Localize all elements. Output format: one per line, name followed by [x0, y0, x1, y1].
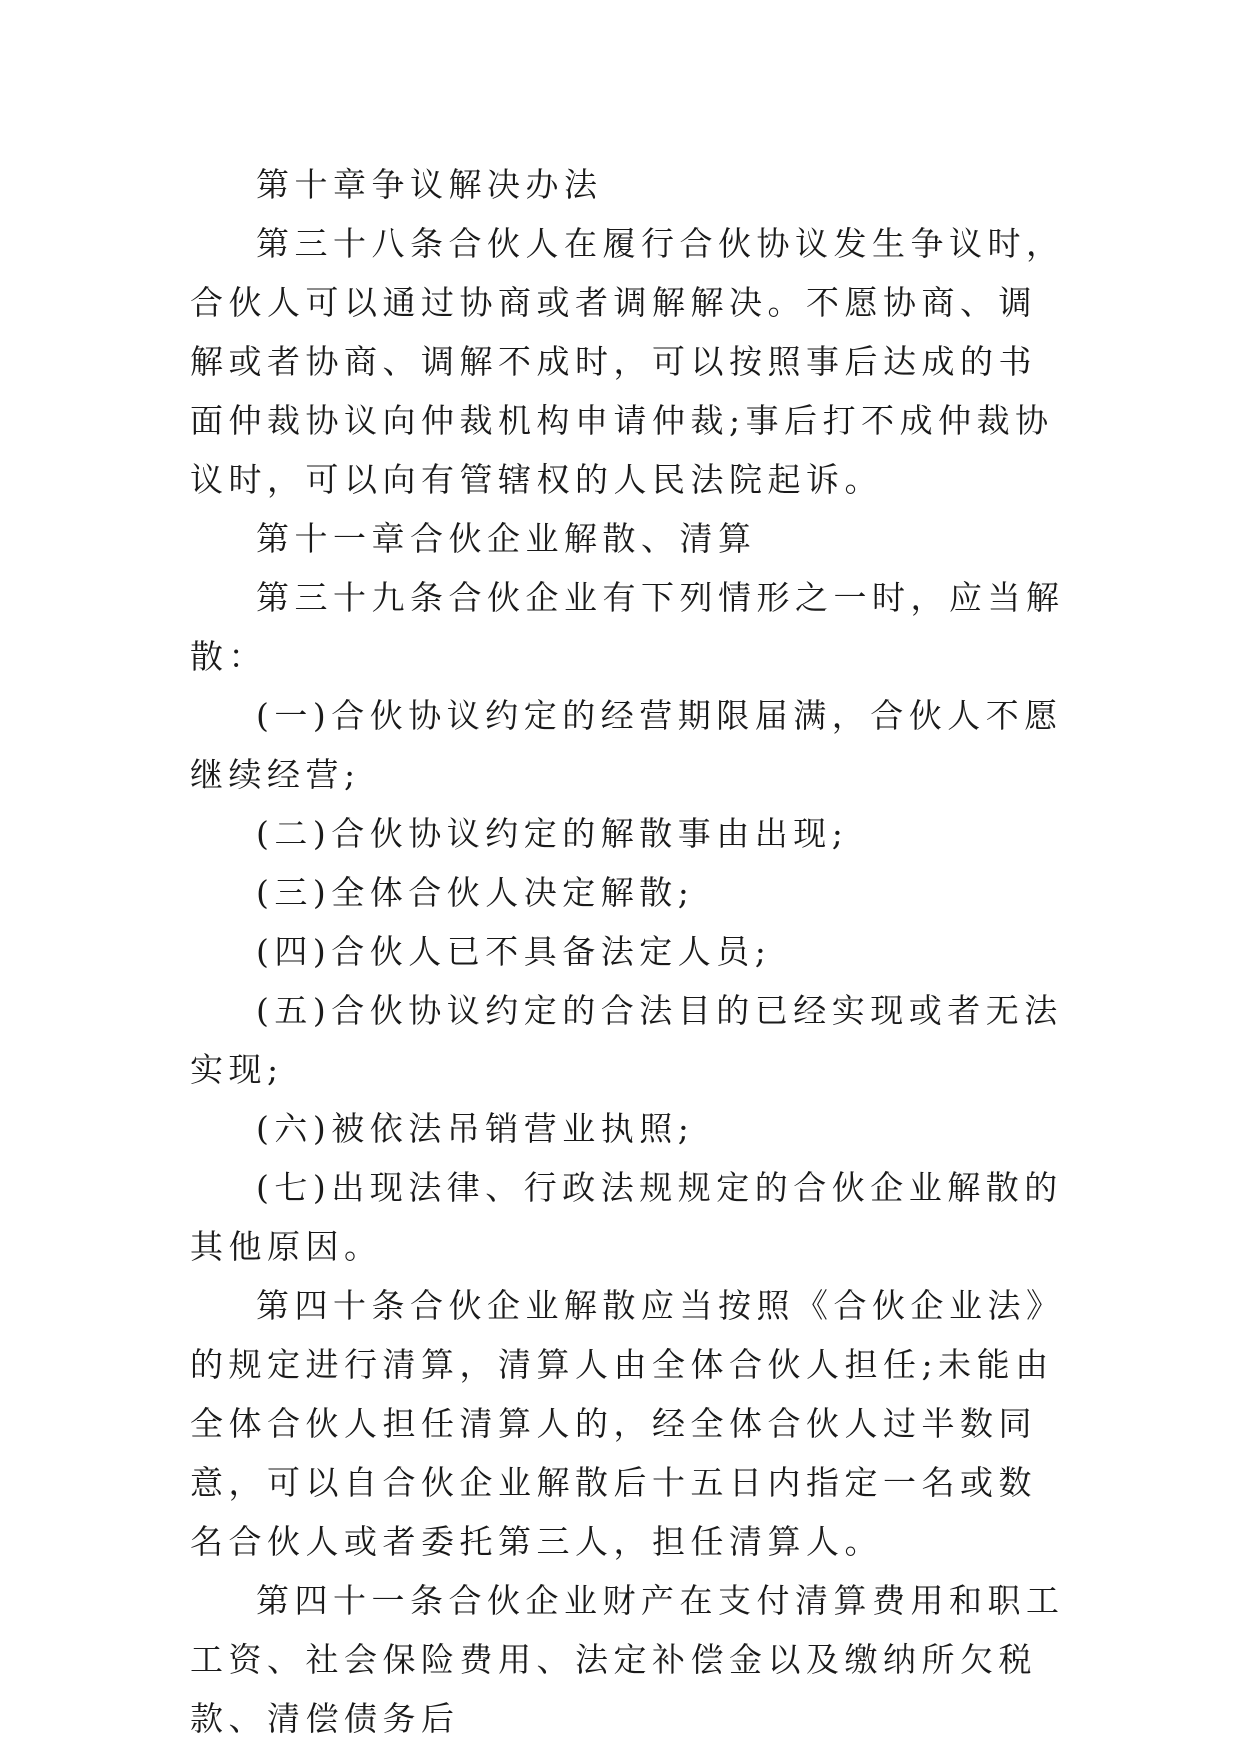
chapter-heading: 第十章争议解决办法 — [256, 165, 603, 204]
list-item: (四)合伙人已不具备法定人员; — [256, 932, 772, 971]
article-paragraph: 第三十八条合伙人在履行合伙协议发生争议时，合伙人可以通过协商或者调解解决。不愿协商、调解或者协商、调解不成时，可以按照事后达成的书面仲裁协议向仲裁机构申请仲裁;事后打不成仲裁协议时，可以向有管辖权的人民法院起诉。 — [190, 224, 1065, 499]
article-paragraph: 第三十九条合伙企业有下列情形之一时，应当解散： — [190, 578, 1065, 676]
document-body — [190, 155, 1075, 1748]
list-item: (二)合伙协议约定的解散事由出现; — [256, 814, 849, 853]
list-item: (七)出现法律、行政法规规定的合伙企业解散的其他原因。 — [190, 1168, 1063, 1266]
list-item: (一)合伙协议约定的经营期限届满，合伙人不愿继续经营; — [190, 696, 1063, 794]
chapter-heading: 第十一章合伙企业解散、清算 — [256, 519, 757, 558]
list-item: (六)被依法吊销营业执照; — [256, 1109, 695, 1148]
article-paragraph: 第四十条合伙企业解散应当按照《合伙企业法》的规定进行清算，清算人由全体合伙人担任;未能由全体合伙人担任清算人的，经全体合伙人过半数同意，可以自合伙企业解散后十五日内指定一名或数名合伙人或者委托第三人，担任清算人。 — [190, 1286, 1065, 1561]
article-paragraph: 第四十一条合伙企业财产在支付清算费用和职工工资、社会保险费用、法定补偿金以及缴纳所欠税款、清偿债务后 — [190, 1581, 1065, 1738]
list-item: (五)合伙协议约定的合法目的已经实现或者无法实现; — [190, 991, 1063, 1089]
list-item: (三)全体合伙人决定解散; — [256, 873, 695, 912]
